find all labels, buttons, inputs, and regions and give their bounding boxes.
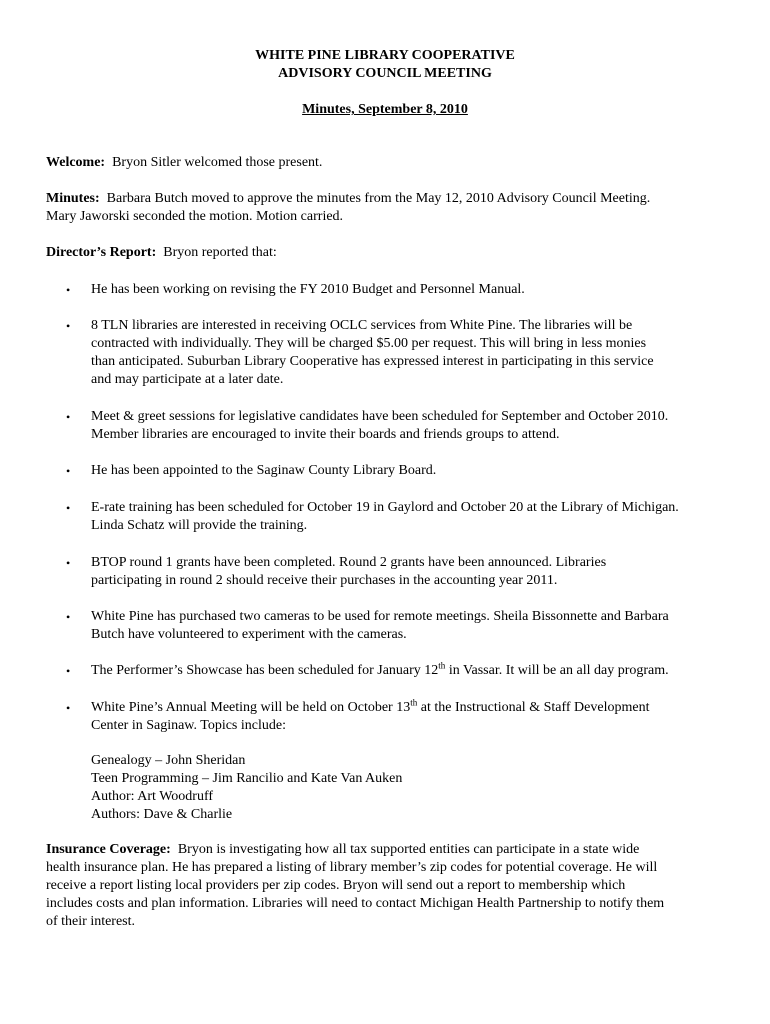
insurance-line: includes costs and plan information. Libraries will need to contact Michigan Health Partnership to notify them [46,896,665,911]
insurance-line: receive a report listing local providers per zip codes. Bryon will send out a report to membership which [46,878,626,893]
bullet-glyph: • [66,319,71,333]
bullet-glyph: • [66,464,71,478]
welcome-text: Bryon Sitler welcomed those present. [112,155,323,170]
directors-report-paragraph [46,244,736,262]
insurance-paragraph [46,841,736,931]
bullet-line: White Pine has purchased two cameras to be used for remote meetings. Sheila Bissonnette and Barbara [91,609,669,624]
bullet-item [91,499,736,535]
bullet-item [91,699,736,735]
minutes-line: Mary Jaworski seconded the motion. Motion carried. [46,209,344,224]
directors-report-text: Bryon reported that: [163,245,277,260]
bullet-item [91,408,736,444]
insurance-line: health insurance plan. He has prepared a listing of library member’s zip codes for potential coverage. He will [46,860,658,875]
bullet-glyph: • [66,283,71,297]
meeting-title: ADVISORY COUNCIL MEETING [278,66,492,81]
topics-list [91,752,736,824]
topic-item: Authors: Dave & Charlie [91,807,233,822]
insurance-line: of their interest. [46,914,136,929]
bullet-line: E-rate training has been scheduled for October 19 in Gaylord and October 20 at the Library of Michigan. [91,500,679,515]
bullet-line: than anticipated. Suburban Library Cooperative has expressed interest in participating in this service [91,354,654,369]
minutes-line: Barbara Butch moved to approve the minutes from the May 12, 2010 Advisory Council Meeting. [106,191,651,206]
bullet-line: 8 TLN libraries are interested in receiving OCLC services from White Pine. The libraries will be [91,318,633,333]
bullet-item [91,608,736,644]
topic-item: Genealogy – John Sheridan [91,753,246,768]
org-title: WHITE PINE LIBRARY COOPERATIVE [255,48,515,63]
bullet-line: Linda Schatz will provide the training. [91,518,308,533]
welcome-label: Welcome: [46,155,106,170]
bullet-glyph: • [66,664,71,678]
bullet-line: participating in round 2 should receive their purchases in the accounting year 2011. [91,573,558,588]
insurance-label: Insurance Coverage: [46,842,171,857]
ordinal-suffix: th [438,660,446,671]
bullet-line: BTOP round 1 grants have been completed. Round 2 grants have been announced. Libraries [91,555,607,570]
bullet-text: White Pine’s Annual Meeting will be held on October 13 [91,700,411,715]
bullet-item [91,462,736,480]
bullet-item [91,281,736,299]
bullet-line: contracted with individually. They will be charged $5.00 per request. This will bring in less monies [91,336,647,351]
bullet-glyph: • [66,410,71,424]
bullet-text: at the Instructional & Staff Development [417,700,650,715]
bullet-item [91,662,736,680]
bullet-glyph: • [66,501,71,515]
minutes-label: Minutes: [46,191,100,206]
topic-item: Author: Art Woodruff [91,789,214,804]
bullet-line: Meet & greet sessions for legislative candidates have been scheduled for September and October 2010. [91,409,669,424]
directors-report-label: Director’s Report: [46,245,157,260]
bullet-text: The Performer’s Showcase has been scheduled for January 12 [91,663,439,678]
bullet-line: Center in Saginaw. Topics include: [91,718,286,733]
bullet-line: and may participate at a later date. [91,372,284,387]
bullet-item [91,554,736,590]
bullet-line: Member libraries are encouraged to invite their boards and friends groups to attend. [91,427,560,442]
bullet-glyph: • [66,610,71,624]
insurance-line: Bryon is investigating how all tax supported entities can participate in a state wide [177,842,640,857]
bullet-glyph: • [66,556,71,570]
topic-item: Teen Programming – Jim Rancilio and Kate Van Auken [91,771,403,786]
ordinal-suffix: th [410,697,418,708]
minutes-date-title: Minutes, September 8, 2010 [302,102,468,117]
bullet-item [91,317,736,389]
bullet-line: He has been appointed to the Saginaw County Library Board. [91,463,437,478]
bullet-line: Butch have volunteered to experiment with the cameras. [91,627,407,642]
welcome-paragraph [46,154,736,172]
minutes-paragraph [46,190,736,226]
bullet-text: in Vassar. It will be an all day program. [445,663,669,678]
bullet-glyph: • [66,701,71,715]
bullet-line: He has been working on revising the FY 2010 Budget and Personnel Manual. [91,282,525,297]
